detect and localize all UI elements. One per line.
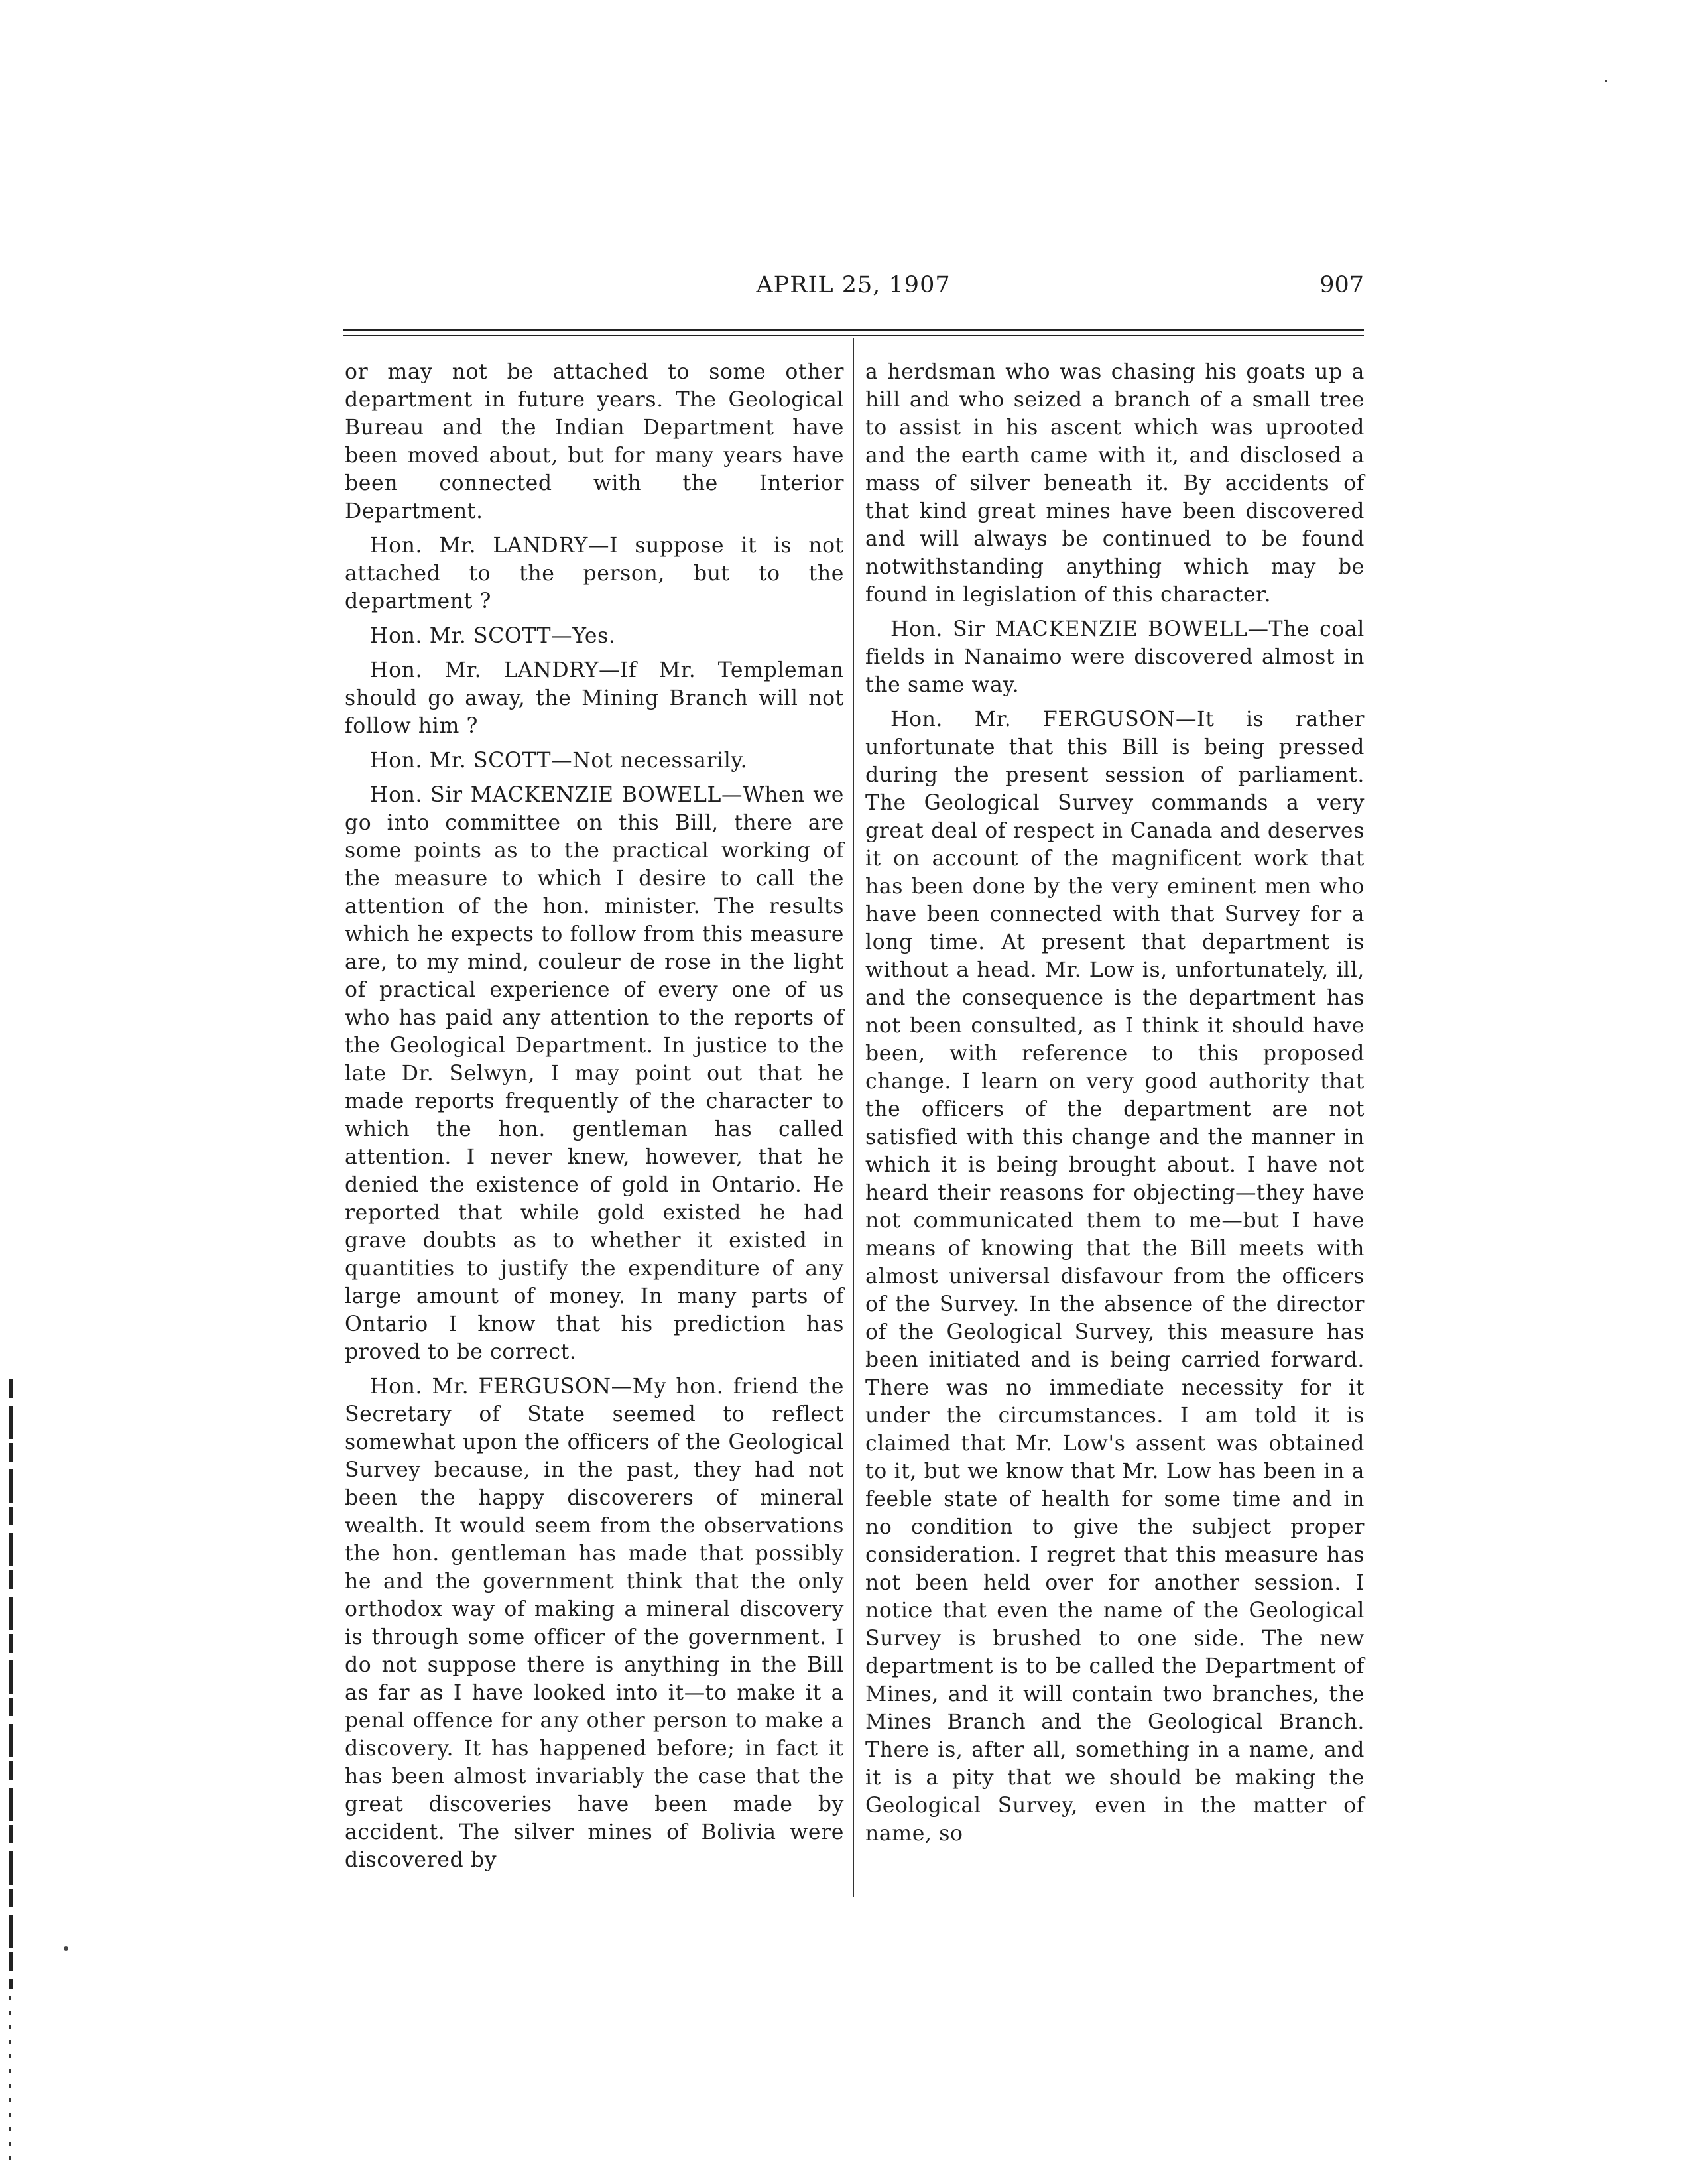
scan-edge-mark [9, 1996, 11, 2162]
paragraph: Hon. Mr. FERGUSON—It is rather unfortunate that this Bill is being pressed during the present session of parliament. The Geological Survey commands a very great deal of respect in Canada and deserves it on account of the magnificent work that has been done by the very eminent men who have been connected with that Survey for a long time. At present that department is without a head. Mr. Low is, unfortunately, ill, and the consequence is the department has not been consulted, as I think it should have been, with reference to this proposed change. I learn on very good authority that the officers of the department are not satisfied with this change and the manner in which it is being brought about. I have not heard their reasons for objecting—they have not communicated them to me—but I have means of knowing that the Bill meets with almost universal disfavour from the officers of the Survey. In the absence of the director of the Geological Survey, this measure has been initiated and is being carried forward. There was no immediate necessity for it under the circumstances. I am told it is claimed that Mr. Low's assent was obtained to it, but we know that Mr. Low has been in a feeble state of health for some time and in no condition to give the subject proper consideration. I regret that this measure has not been held over for another session. I notice that even the name of the Geological Survey is brushed to one side. The new department is to be called the Department of Mines, and it will contain two branches, the Mines Branch and the Geological Branch. There is, after all, something in a name, and it is a pity that we should be making the Geological Survey, even in the matter of name, so [865, 708, 1365, 1845]
paragraph: Hon. Sir MACKENZIE BOWELL—The coal fields in Nanaimo were discovered almost in the same way. [865, 617, 1365, 697]
paragraph: Hon. Mr. FERGUSON—My hon. friend the Secretary of State seemed to reflect somewhat upon the officers of the Geological Survey because, in the past, they had not been the happy discoverers of mineral wealth. It would seem from the observations the hon. gentleman has made that possibly he and the government think that the only orthodox way of making a mineral discovery is through some officer of the government. I do not suppose there is anything in the Bill as far as I have looked into it—to make it a penal offence for any other person to make a discovery. It has happened before; in fact it has been almost invariably the case that the great discoveries have been made by accident. The silver mines of Bolivia were discovered by [345, 1375, 844, 1872]
paragraph: Hon. Mr. SCOTT—Yes. [370, 624, 616, 648]
left-column [345, 358, 844, 1881]
scan-speck [1605, 80, 1607, 82]
paragraph: Hon. Mr. LANDRY—If Mr. Templeman should go away, the Mining Branch will not follow him ? [345, 658, 844, 738]
scan-speck [64, 1946, 68, 1951]
header-date: APRIL 25, 1907 [756, 272, 951, 298]
column-divider [853, 338, 854, 1897]
paragraph: or may not be attached to some other department in future years. The Geological Bureau and the Indian Department have been moved about, but for many years have been connected with the Interior Department. [345, 360, 844, 523]
paragraph: Hon. Mr. LANDRY—I suppose it is not attached to the person, but to the department ? [345, 534, 844, 613]
scan-edge-mark [9, 1379, 13, 1989]
header-rule [343, 329, 1364, 331]
page-number: 907 [1319, 272, 1364, 298]
paragraph: a herdsman who was chasing his goats up a hill and who seized a branch of a small tree to assist in his ascent which was uprooted and the earth came with it, and disclosed a mass of silver beneath it. By accidents of that kind great mines have been discovered and will always be continued to be found notwithstanding anything which may be found in legislation of this character. [865, 360, 1365, 607]
paragraph: Hon. Mr. SCOTT—Not necessarily. [370, 749, 748, 773]
right-column [865, 358, 1365, 1854]
paragraph: Hon. Sir MACKENZIE BOWELL—When we go into committee on this Bill, there are some points as to the practical working of the measure to which I desire to call the attention of the hon. minister. The results which he expects to follow from this measure are, to my mind, couleur de rose in the light of practical experience of every one of us who has paid any attention to the reports of the Geological Department. In justice to the late Dr. Selwyn, I may point out that he made reports frequently of the character to which the hon. gentleman has called attention. I never knew, however, that he denied the existence of gold in Ontario. He reported that while gold existed he had grave doubts as to whether it existed in quantities to justify the expenditure of any large amount of money. In many parts of Ontario I know that his prediction has proved to be correct. [345, 783, 844, 1364]
header-rule [343, 335, 1364, 336]
page-header [343, 272, 1364, 312]
